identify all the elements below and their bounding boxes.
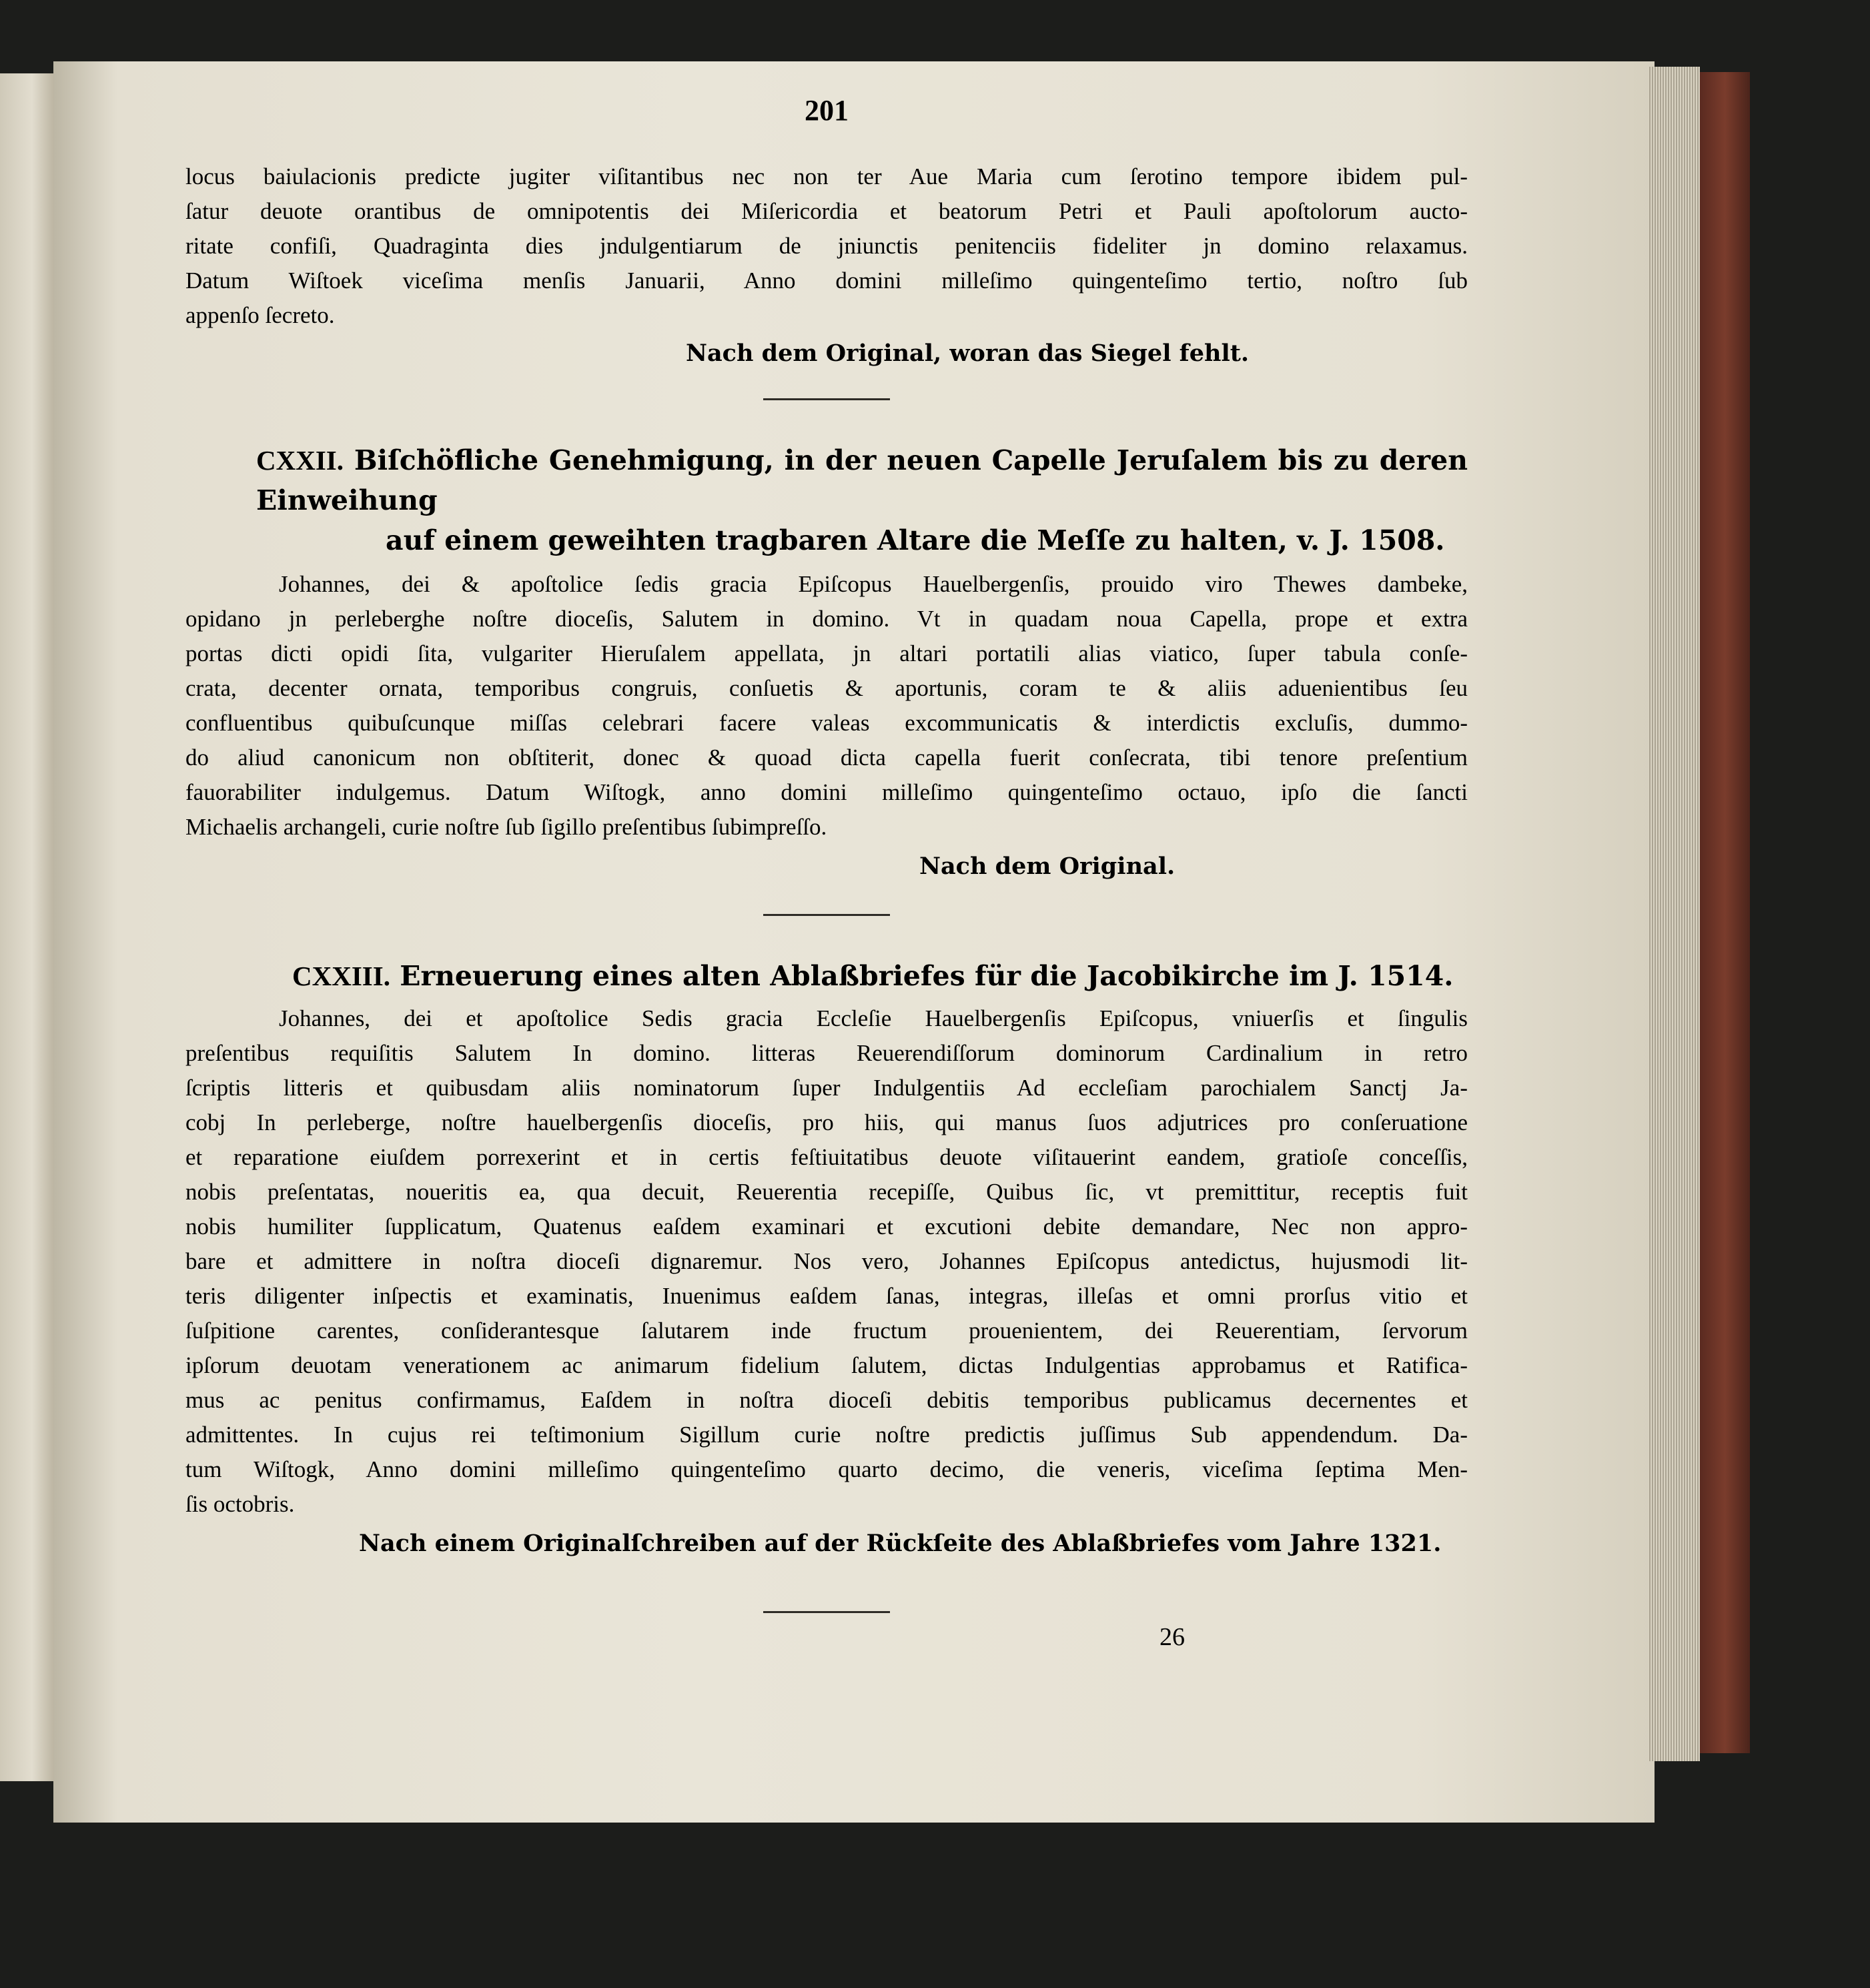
text-line: mus ac penitus confirmamus, Eaſdem in noſtra dioceſi debitis temporibus publicamus decernentes et: [185, 1387, 1468, 1413]
section-title: Erneuerung eines alten Ablaßbriefes für die Jacobikirche im J. 1514.: [400, 960, 1454, 992]
source-note-3: Nach einem Originalſchreiben auf der Rückſeite des Ablaßbriefes vom Jahre 1321.: [359, 1530, 1442, 1557]
text-line: ipſorum deuotam venerationem ac animarum fidelium ſalutem, dictas Indulgentias approbamus et Ratifica-: [185, 1352, 1468, 1378]
text-line: preſentibus requiſitis Salutem In domino. litteras Reuerendiſſorum dominorum Cardinalium in retro: [185, 1040, 1468, 1066]
text-line: Datum Wiſtoek viceſima menſis Januarii, Anno domini milleſimo quingenteſimo tertio, noſtro ſub: [185, 268, 1468, 294]
text-line: admittentes. In cujus rei teſtimonium Sigillum curie noſtre predictis juſſimus Sub appendendum. Da-: [185, 1422, 1468, 1448]
text-line: opidano jn perleberghe noſtre dioceſis, Salutem in domino. Vt in quadam noua Capella, prope et extra: [185, 606, 1468, 632]
text-line: bare et admittere in noſtra dioceſi dignaremur. Nos vero, Johannes Epiſcopus antedictus, hujusmodi lit-: [185, 1248, 1468, 1274]
text-line: appenſo ſecreto.: [185, 302, 335, 328]
text-line: locus baiulacionis predicte jugiter viſitantibus nec non ter Aue Maria cum ſerotino tempore ibidem pul-: [185, 163, 1468, 189]
text-line: do aliud canonicum non obſtiterit, donec & quoad dicta capella fuerit conſecrata, tibi tenore preſentium: [185, 744, 1468, 771]
source-note-2: Nach dem Original.: [919, 853, 1176, 880]
section-122-heading: [185, 440, 1468, 560]
text-line: ſatur deuote orantibus de omnipotentis dei Miſericordia et beatorum Petri et Pauli apoſtolorum aucto-: [185, 198, 1468, 224]
left-page-edge: [0, 73, 53, 1781]
text-line: crata, decenter ornata, temporibus congruis, conſuetis & aportunis, coram te & aliis aduenientibus ſeu: [185, 675, 1468, 701]
page-edges: [1648, 67, 1700, 1761]
separator-rule-2: [763, 914, 890, 916]
text-line: ſis octobris.: [185, 1491, 295, 1517]
text-line: confluentibus quibuſcunque miſſas celebrari facere valeas excommunicatis & interdictis excluſis, dummo-: [185, 710, 1468, 736]
book-cover: [1700, 72, 1750, 1753]
text-line: portas dicti opidi ſita, vulgariter Hieruſalem appellata, jn altari portatili alias viatico, ſuper tabula conſe-: [185, 640, 1468, 666]
text-line: cobj In perleberge, noſtre hauelbergenſis dioceſis, pro hiis, qui manus ſuos adjutrices pro conſeruatione: [185, 1109, 1468, 1135]
text-line: ſuſpitione carentes, conſiderantesque ſalutarem inde fructum prouenientem, dei Reuerentiam, ſervorum: [185, 1318, 1468, 1344]
text-line: Michaelis archangeli, curie noſtre ſub ſigillo preſentibus ſubimpreſſo.: [185, 814, 827, 840]
text-line: nobis preſentatas, noueritis ea, qua decuit, Reuerentia recepiſſe, Quibus ſic, vt premittitur, receptis fuit: [185, 1179, 1468, 1205]
section-number: CXXIII.: [292, 961, 390, 991]
separator-rule-3: [763, 1611, 890, 1613]
text-line: Johannes, dei et apoſtolice Sedis gracia Eccleſie Hauelbergenſis Epiſcopus, vniuerſis et ſingulis: [279, 1005, 1468, 1031]
text-line: Johannes, dei & apoſtolice ſedis gracia Epiſcopus Hauelbergenſis, prouido viro Thewes dambeke,: [279, 571, 1468, 597]
text-line: ſcriptis litteris et quibusdam aliis nominatorum ſuper Indulgentiis Ad eccleſiam parochialem Sanctj Ja-: [185, 1075, 1468, 1101]
paragraph-continued: [185, 159, 1468, 333]
text-line: nobis humiliter ſupplicatum, Quatenus eaſdem examinari et excutioni debite demandare, Nec non appro-: [185, 1213, 1468, 1239]
section-title-line-2: auf einem geweihten tragbaren Altare die Meſſe zu halten, v. J. 1508.: [386, 524, 1445, 556]
separator-rule-1: [763, 398, 890, 400]
text-line: et reparatione eiuſdem porrexerint et in certis feſtiuitatibus deuote viſitauerint eandem, gratioſe conceſſis,: [185, 1144, 1468, 1170]
text-line: teris diligenter inſpectis et examinatis, Inuenimus eaſdem ſanas, integras, illeſas et omni prorſus vitio et: [185, 1283, 1468, 1309]
text-line: fauorabiliter indulgemus. Datum Wiſtogk, anno domini milleſimo quingenteſimo octauo, ipſo die ſancti: [185, 779, 1468, 805]
section-title: Biſchöfliche Genehmigung, in der neuen Capelle Jeruſalem bis zu deren Einweihung: [256, 444, 1468, 516]
charter-text-123: [185, 1001, 1468, 1522]
source-note-1: Nach dem Original, woran das Siegel fehlt.: [686, 340, 1250, 367]
signature-mark: 26: [1159, 1623, 1185, 1651]
charter-text-122: [185, 567, 1468, 845]
page-content: [185, 93, 1468, 1654]
text-line: ritate confiſi, Quadraginta dies jndulgentiarum de jniunctis penitenciis fideliter jn domino relaxamus.: [185, 233, 1468, 259]
section-number: CXXII.: [256, 445, 344, 476]
section-123-heading: [185, 956, 1468, 996]
page-number: 201: [805, 94, 849, 127]
text-line: tum Wiſtogk, Anno domini milleſimo quingenteſimo quarto decimo, die veneris, viceſima ſeptima Men-: [185, 1456, 1468, 1482]
